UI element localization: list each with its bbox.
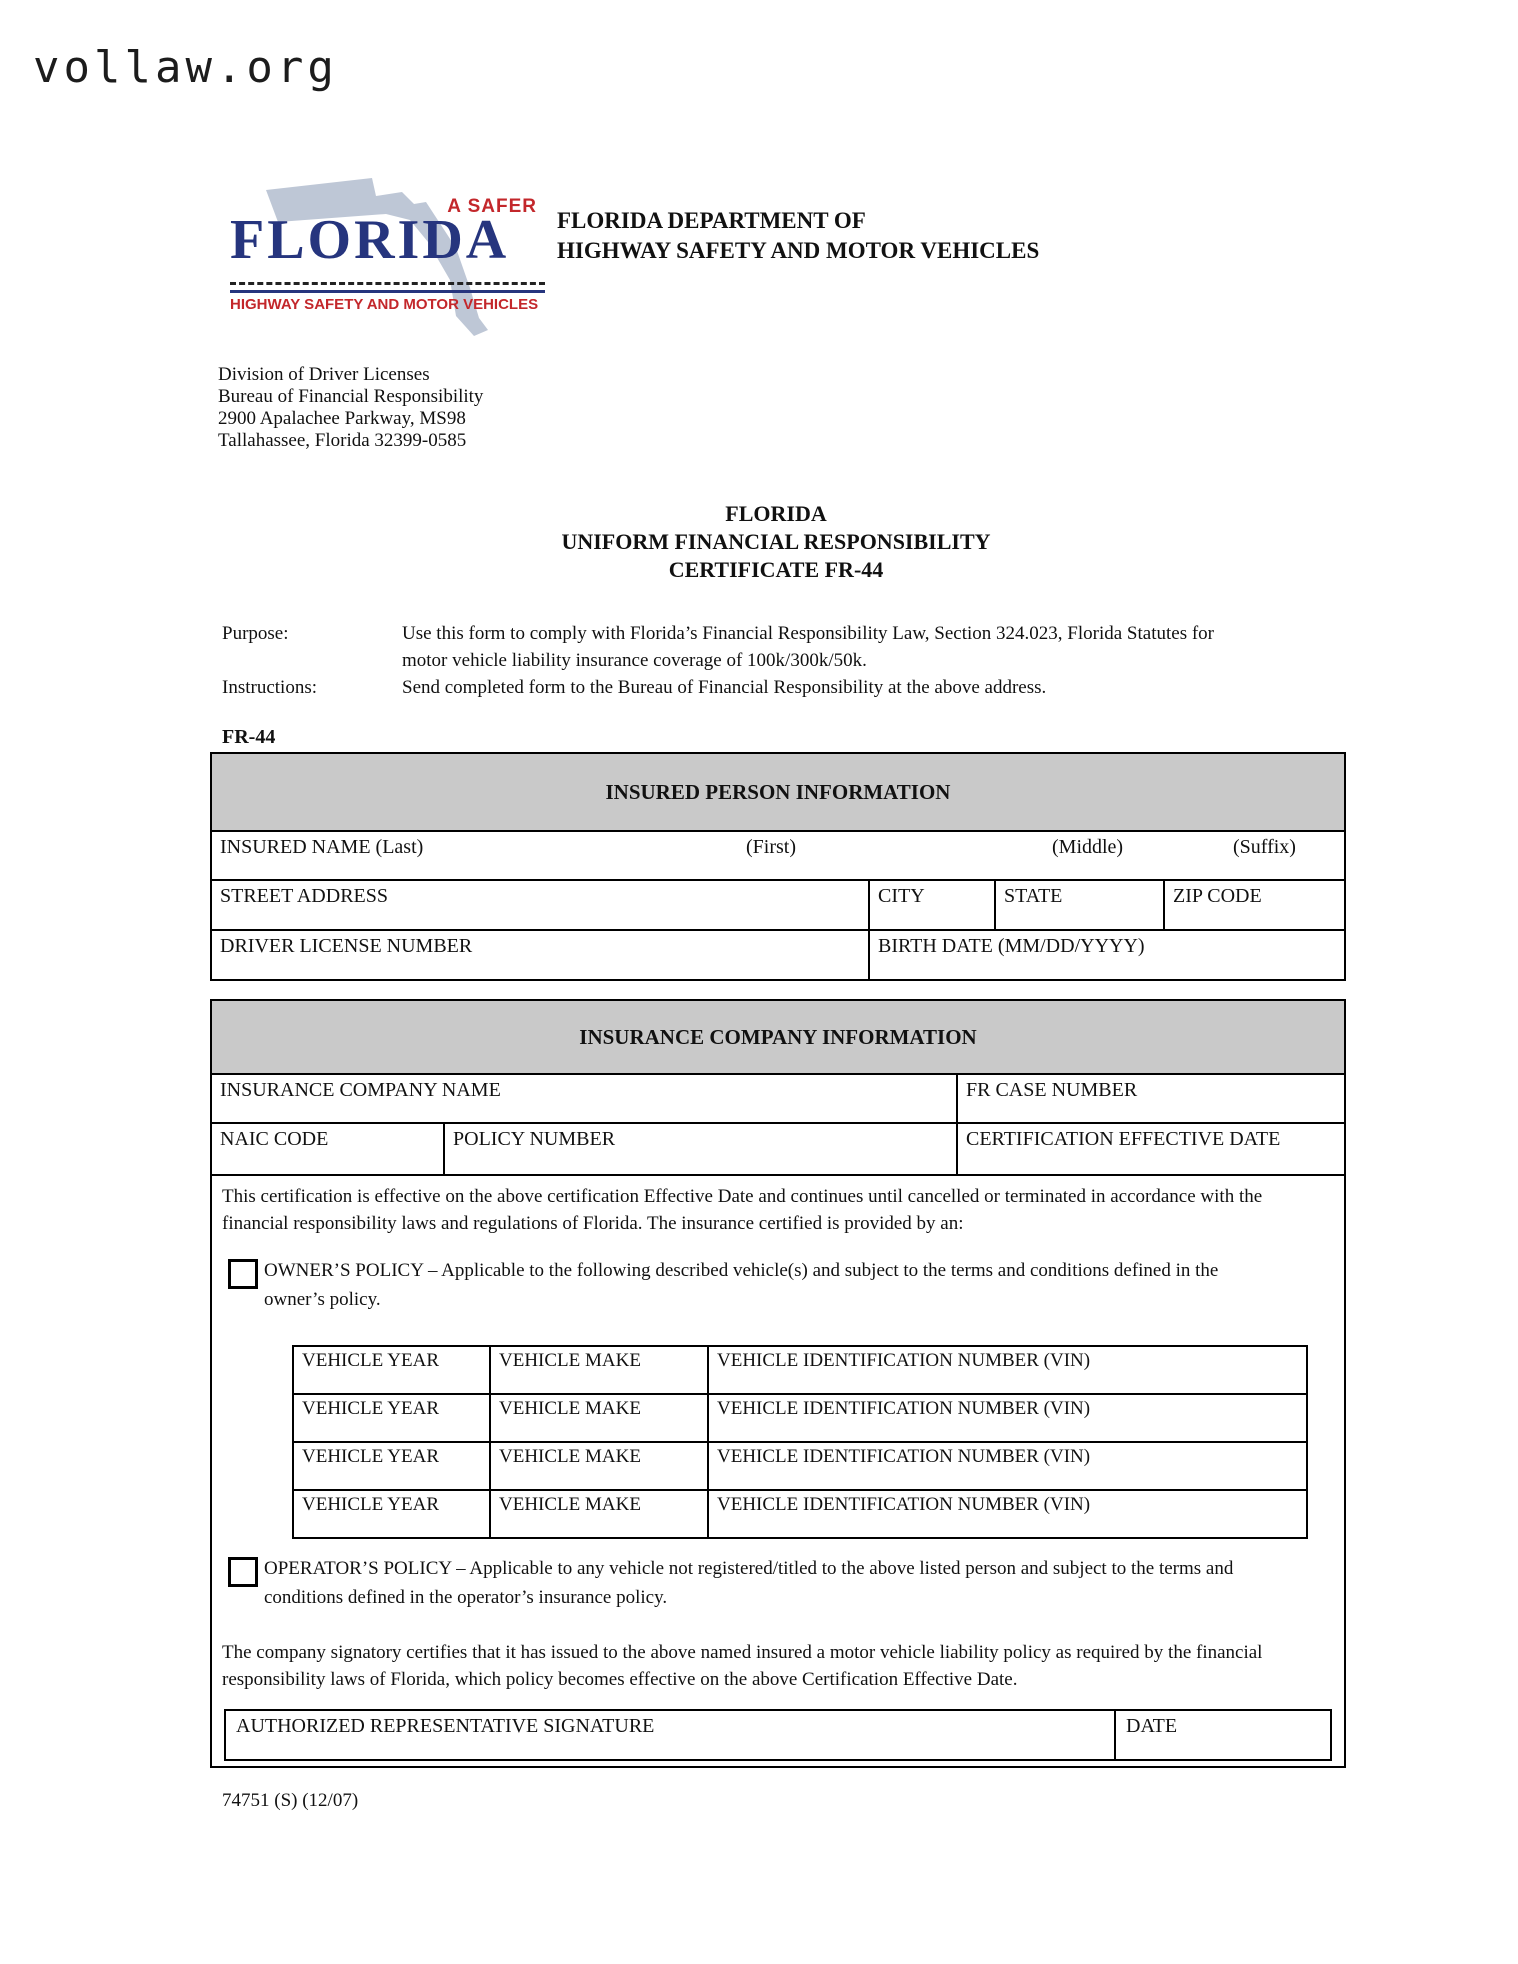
vehicle-year-field[interactable]: [294, 1395, 489, 1441]
agency-address: [218, 364, 483, 452]
vehicle-make-field[interactable]: [489, 1443, 707, 1489]
city-field[interactable]: [868, 881, 994, 929]
vehicle-vin-field[interactable]: [707, 1395, 1306, 1441]
vehicle-vin-label: VEHICLE IDENTIFICATION NUMBER (VIN): [717, 1494, 1091, 1515]
fr-case-number-field[interactable]: [956, 1075, 1344, 1122]
insured-person-table: [210, 752, 1346, 981]
instructions-label: Instructions:: [222, 677, 317, 698]
vehicle-row: [294, 1393, 1306, 1441]
street-address-label: STREET ADDRESS: [220, 885, 388, 907]
date-field[interactable]: [1114, 1711, 1330, 1759]
vehicle-year-label: VEHICLE YEAR: [302, 1398, 440, 1419]
vehicle-make-field[interactable]: [489, 1347, 707, 1393]
naic-code-label: NAIC CODE: [220, 1128, 329, 1150]
birth-date-label: BIRTH DATE (MM/DD/YYYY): [878, 935, 1145, 957]
operators-policy-checkbox[interactable]: [228, 1557, 258, 1587]
florida-dhsmv-logo: [230, 160, 545, 345]
policy-row: [212, 1124, 1344, 1176]
address-line: Division of Driver Licenses: [218, 364, 430, 385]
zip-code-field[interactable]: [1163, 881, 1344, 929]
certification-statement: This certification is effective on the above certification Effective Date and continues until cancelled or terminated in accordance with the financial responsibility laws and regulations of Florida. The insurance certified is provided by an:: [222, 1186, 1263, 1234]
city-label: CITY: [878, 885, 925, 907]
logo-a-safer-text: A SAFER: [447, 196, 537, 217]
authorized-signature-field[interactable]: [226, 1711, 1114, 1759]
insured-name-first-label: (First): [746, 836, 796, 858]
owners-policy-text: OWNER’S POLICY – Applicable to the following described vehicle(s) and subject to the terms and conditions defined in the owner’s policy.: [264, 1260, 1219, 1310]
certification-effective-date-label: CERTIFICATION EFFECTIVE DATE: [966, 1128, 1281, 1150]
footer-form-number: 74751 (S) (12/07): [222, 1790, 359, 1811]
insured-name-row[interactable]: [212, 832, 1344, 879]
form-title: [210, 500, 1342, 584]
form-title-line3: CERTIFICATE FR-44: [668, 557, 884, 582]
street-address-field[interactable]: [212, 881, 868, 929]
policy-number-field[interactable]: [443, 1124, 956, 1174]
vehicle-vin-field[interactable]: [707, 1491, 1306, 1537]
insurance-section-header: [212, 1001, 1344, 1075]
driver-license-field[interactable]: [212, 931, 868, 979]
vehicle-vin-field[interactable]: [707, 1443, 1306, 1489]
vehicle-row: [294, 1489, 1306, 1537]
date-label: DATE: [1126, 1715, 1178, 1737]
state-label: STATE: [1004, 885, 1063, 907]
logo-road-solid-line: [230, 290, 545, 293]
logo-florida-wordmark: FLORIDA: [230, 209, 510, 271]
driver-license-label: DRIVER LICENSE NUMBER: [220, 935, 473, 957]
fr-case-number-label: FR CASE NUMBER: [966, 1079, 1138, 1101]
address-line: Bureau of Financial Responsibility: [218, 386, 484, 407]
insurance-company-box: [210, 999, 1346, 1768]
purpose-label: Purpose:: [222, 623, 289, 644]
insurance-section-header-label: INSURANCE COMPANY INFORMATION: [579, 1024, 977, 1049]
purpose-row: [222, 620, 1262, 674]
insured-address-row: [212, 879, 1344, 929]
vehicle-year-field[interactable]: [294, 1347, 489, 1393]
intro-block: [222, 620, 1262, 701]
vehicle-make-label: VEHICLE MAKE: [499, 1398, 641, 1419]
signature-table: [224, 1709, 1332, 1761]
department-title: [557, 206, 1039, 266]
insured-name-last-label: INSURED NAME (Last): [220, 836, 424, 858]
insured-name-suffix-label: (Suffix): [1233, 836, 1296, 858]
birth-date-field[interactable]: [868, 931, 1344, 979]
department-title-line2: HIGHWAY SAFETY AND MOTOR VEHICLES: [557, 238, 1040, 263]
insured-name-middle-label: (Middle): [1052, 836, 1124, 858]
vehicle-make-label: VEHICLE MAKE: [499, 1494, 641, 1515]
vehicle-make-field[interactable]: [489, 1491, 707, 1537]
insured-license-row: [212, 929, 1344, 979]
vehicle-vin-label: VEHICLE IDENTIFICATION NUMBER (VIN): [717, 1446, 1091, 1467]
logo-tagline: HIGHWAY SAFETY AND MOTOR VEHICLES: [230, 296, 539, 313]
vehicle-row: [294, 1441, 1306, 1489]
zip-code-label: ZIP CODE: [1173, 885, 1262, 907]
policy-number-label: POLICY NUMBER: [453, 1128, 616, 1150]
purpose-text: Use this form to comply with Florida’s Financial Responsibility Law, Section 324.023, Florida Statutes for motor vehicle liability insurance coverage of 100k/300k/50k.: [402, 623, 1214, 671]
form-title-line2: UNIFORM FINANCIAL RESPONSIBILITY: [561, 529, 991, 554]
operators-policy-text: OPERATOR’S POLICY – Applicable to any vehicle not registered/titled to the above listed person and subject to the terms and conditions defined in the operator’s insurance policy.: [264, 1558, 1234, 1608]
authorized-signature-label: AUTHORIZED REPRESENTATIVE SIGNATURE: [236, 1715, 655, 1737]
naic-code-field[interactable]: [212, 1124, 443, 1174]
vehicle-make-label: VEHICLE MAKE: [499, 1350, 641, 1371]
vehicle-year-field[interactable]: [294, 1443, 489, 1489]
insurance-company-name-label: INSURANCE COMPANY NAME: [220, 1079, 501, 1101]
vehicle-year-label: VEHICLE YEAR: [302, 1494, 440, 1515]
certification-effective-date-field[interactable]: [956, 1124, 1344, 1174]
watermark-text: vollaw.org: [33, 42, 338, 93]
vehicle-year-label: VEHICLE YEAR: [302, 1350, 440, 1371]
vehicle-make-label: VEHICLE MAKE: [499, 1446, 641, 1467]
insurance-name-row: [212, 1075, 1344, 1124]
logo-road-dashed-line: [230, 282, 545, 285]
state-field[interactable]: [994, 881, 1163, 929]
insured-section-header: [212, 754, 1344, 832]
vehicle-make-field[interactable]: [489, 1395, 707, 1441]
insured-section-header-label: INSURED PERSON INFORMATION: [605, 779, 951, 804]
vehicle-table: [292, 1345, 1308, 1539]
vehicle-vin-label: VEHICLE IDENTIFICATION NUMBER (VIN): [717, 1398, 1091, 1419]
instructions-text: Send completed form to the Bureau of Financial Responsibility at the above address.: [402, 677, 1047, 698]
department-title-line1: FLORIDA DEPARTMENT OF: [557, 208, 866, 233]
vehicle-vin-label: VEHICLE IDENTIFICATION NUMBER (VIN): [717, 1350, 1091, 1371]
vehicle-row: [294, 1347, 1306, 1393]
owners-policy-checkbox[interactable]: [228, 1259, 258, 1289]
address-line: Tallahassee, Florida 32399-0585: [218, 430, 467, 451]
instructions-row: [222, 674, 1262, 701]
vehicle-year-field[interactable]: [294, 1491, 489, 1537]
form-title-line1: FLORIDA: [725, 501, 827, 526]
address-line: 2900 Apalachee Parkway, MS98: [218, 408, 466, 429]
vehicle-year-label: VEHICLE YEAR: [302, 1446, 440, 1467]
insurance-company-name-field[interactable]: [212, 1075, 956, 1122]
form-code-label: FR-44: [222, 726, 276, 748]
signatory-statement: The company signatory certifies that it has issued to the above named insured a motor vehicle liability policy as required by the financial responsibility laws of Florida, which policy becomes effective on the above Certification Effective Date.: [222, 1642, 1263, 1690]
vehicle-vin-field[interactable]: [707, 1347, 1306, 1393]
